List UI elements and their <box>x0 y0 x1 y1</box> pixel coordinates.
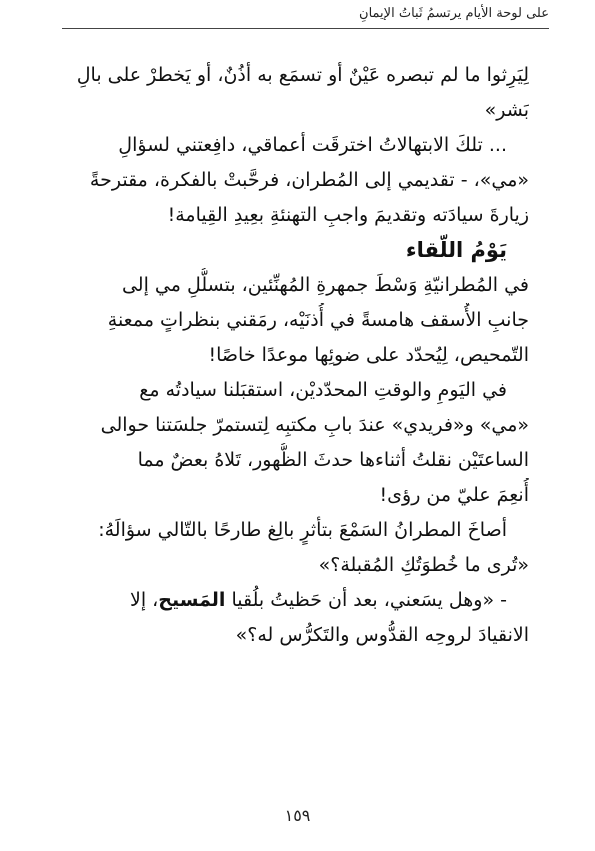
body-line-17: الانقيادَ لروحِه القدُّوس والتَكرُّس له؟» <box>235 624 529 646</box>
body-line-14: أصاخَ المطرانُ السَمْعَ بتأثرٍ بالِغ طارحًا بالتّالي سؤالَهُ: <box>98 519 507 541</box>
page-number: ١٥٩ <box>284 806 311 825</box>
body-line-11: «مي» و«فريدي» عندَ بابِ مكتبِه لِتستمرّ جلسَتنا حوالى <box>100 414 529 436</box>
body-line-4: «مي»، - تقديمي إلى المُطران، فرحَّبتْ بالفكرة، مقترحةً <box>89 169 529 191</box>
bold-word-messiah: المَسيح <box>158 589 226 611</box>
body-line-5: زيارةَ سيادَته وتقديمَ واجبِ التهنئةِ بعِيدِ القِيامة! <box>167 204 529 226</box>
body-line-12: الساعتَيْن نقلتُ أثناءها حدثَ الظُّهور، تَلاهُ بعضٌ مما <box>137 449 529 471</box>
body-line-16 <box>59 583 529 618</box>
section-title: يَوْمُ اللّقاء <box>405 238 507 262</box>
body-line-10: في اليَومِ والوقتِ المحدّديْن، استقبَلنا سيادتُه مع <box>139 379 507 401</box>
header-divider <box>62 28 549 29</box>
body-line-9: التّمحيص، لِيُحدّد على ضوئِها موعدًا خاصًا! <box>208 344 529 366</box>
running-header: على لوحة الأيام يرتسمُ ثَباتُ الإيمانِ <box>359 6 549 21</box>
body-line-13: أُنعِمَ عليّ من رؤى! <box>379 484 529 506</box>
body-line-1: لِيَرِثوا ما لم تبصره عَيْنٌ أو تسمَع به أذُنٌ، أو يَخطرْ على بالِ <box>76 64 529 86</box>
body-line-16-end: ، إلا <box>129 589 159 611</box>
body-line-3: ... تلكَ الابتهالاتُ اخترقَت أعماقي، دافِعتني لسؤالِ <box>118 134 507 156</box>
body-line-16-start: - «وهل يسَعني، بعد أن حَظيتُ بلُقيا <box>231 589 507 611</box>
body-line-7: في المُطرانيّةِ وَسْطَ جمهرةِ المُهنِّئين، بتسلُّلِ مي إلى <box>121 274 529 296</box>
body-line-8: جانبِ الأُسقف هامسةً في أُذنَيْه، رمَقني بنظراتٍ ممعنةِ <box>107 309 529 331</box>
page-body <box>59 58 529 653</box>
body-line-2: بَشر» <box>484 99 529 121</box>
body-line-15: «تُرى ما خُطوَتُكِ المُقبلة؟» <box>318 554 529 576</box>
